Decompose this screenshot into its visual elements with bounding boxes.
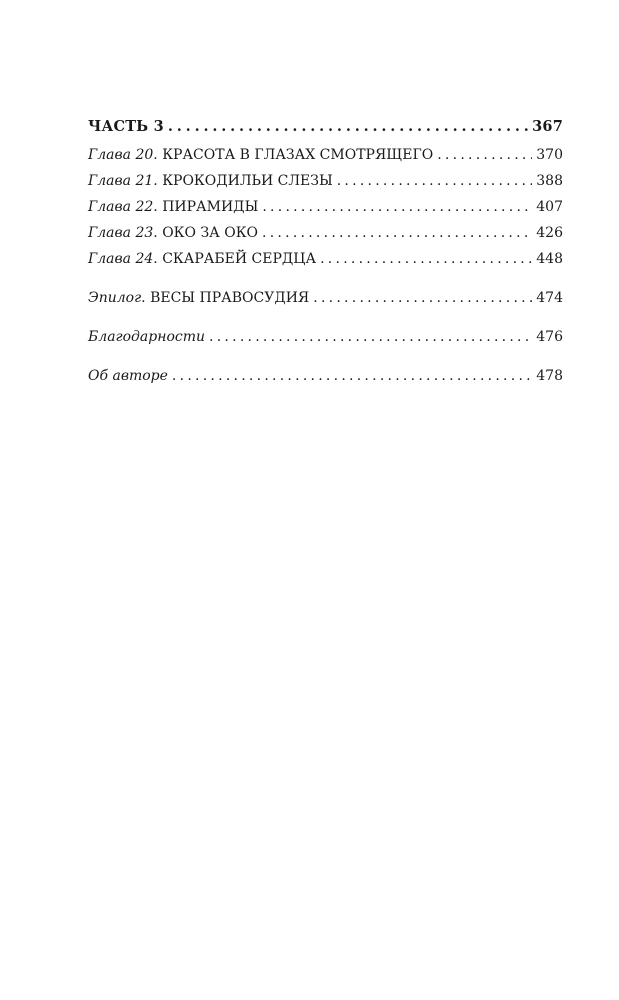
chapter-label: Глава 23.	[88, 225, 158, 241]
dot-leader	[172, 363, 532, 389]
toc-chapter-entry[interactable]	[88, 220, 563, 246]
chapter-title: ПИРАМИДЫ	[157, 199, 259, 215]
toc-part-entry[interactable]	[88, 114, 563, 140]
chapter-label: Глава 21.	[88, 173, 158, 189]
toc-chapter-entry[interactable]	[88, 246, 563, 272]
dot-leader	[262, 194, 532, 220]
chapter-title: КРАСОТА В ГЛАЗАХ СМОТРЯЩЕГО	[157, 147, 434, 163]
chapter-title: ОКО ЗА ОКО	[157, 225, 259, 241]
chapter-title: КРОКОДИЛЬИ СЛЕЗЫ	[157, 173, 333, 189]
toc-acknowledgements-entry[interactable]	[88, 324, 563, 350]
epilogue-page-number: 474	[536, 290, 563, 306]
dot-leader	[320, 246, 532, 272]
acknowledgements-page-number: 476	[536, 329, 563, 345]
about-author-page-number: 478	[536, 368, 563, 384]
dot-leader	[168, 114, 528, 140]
toc-epilogue-entry[interactable]	[88, 285, 563, 311]
chapter-label: Глава 22.	[88, 199, 158, 215]
chapter-page-number: 448	[536, 251, 563, 267]
dot-leader	[437, 142, 532, 168]
chapter-page-number: 407	[536, 199, 563, 215]
chapter-page-number: 388	[536, 173, 563, 189]
toc-chapter-entry[interactable]	[88, 168, 563, 194]
epilogue-label: Эпилог.	[88, 290, 146, 306]
toc-chapter-entry[interactable]	[88, 142, 563, 168]
part-title: ЧАСТЬ 3	[88, 118, 164, 135]
about-author-label: Об авторе	[88, 368, 168, 384]
table-of-contents	[88, 114, 563, 389]
toc-chapter-entry[interactable]	[88, 194, 563, 220]
chapter-page-number: 370	[536, 147, 563, 163]
chapter-label: Глава 24.	[88, 251, 158, 267]
epilogue-title: ВЕСЫ ПРАВОСУДИЯ	[145, 290, 310, 306]
dot-leader	[313, 285, 532, 311]
chapter-label: Глава 20.	[88, 147, 158, 163]
dot-leader	[209, 324, 532, 350]
dot-leader	[262, 220, 532, 246]
chapter-title: СКАРАБЕЙ СЕРДЦА	[157, 251, 317, 267]
part-page-number: 367	[532, 118, 563, 135]
toc-about-author-entry[interactable]	[88, 363, 563, 389]
acknowledgements-label: Благодарности	[88, 329, 206, 345]
dot-leader	[337, 168, 533, 194]
chapter-page-number: 426	[536, 225, 563, 241]
